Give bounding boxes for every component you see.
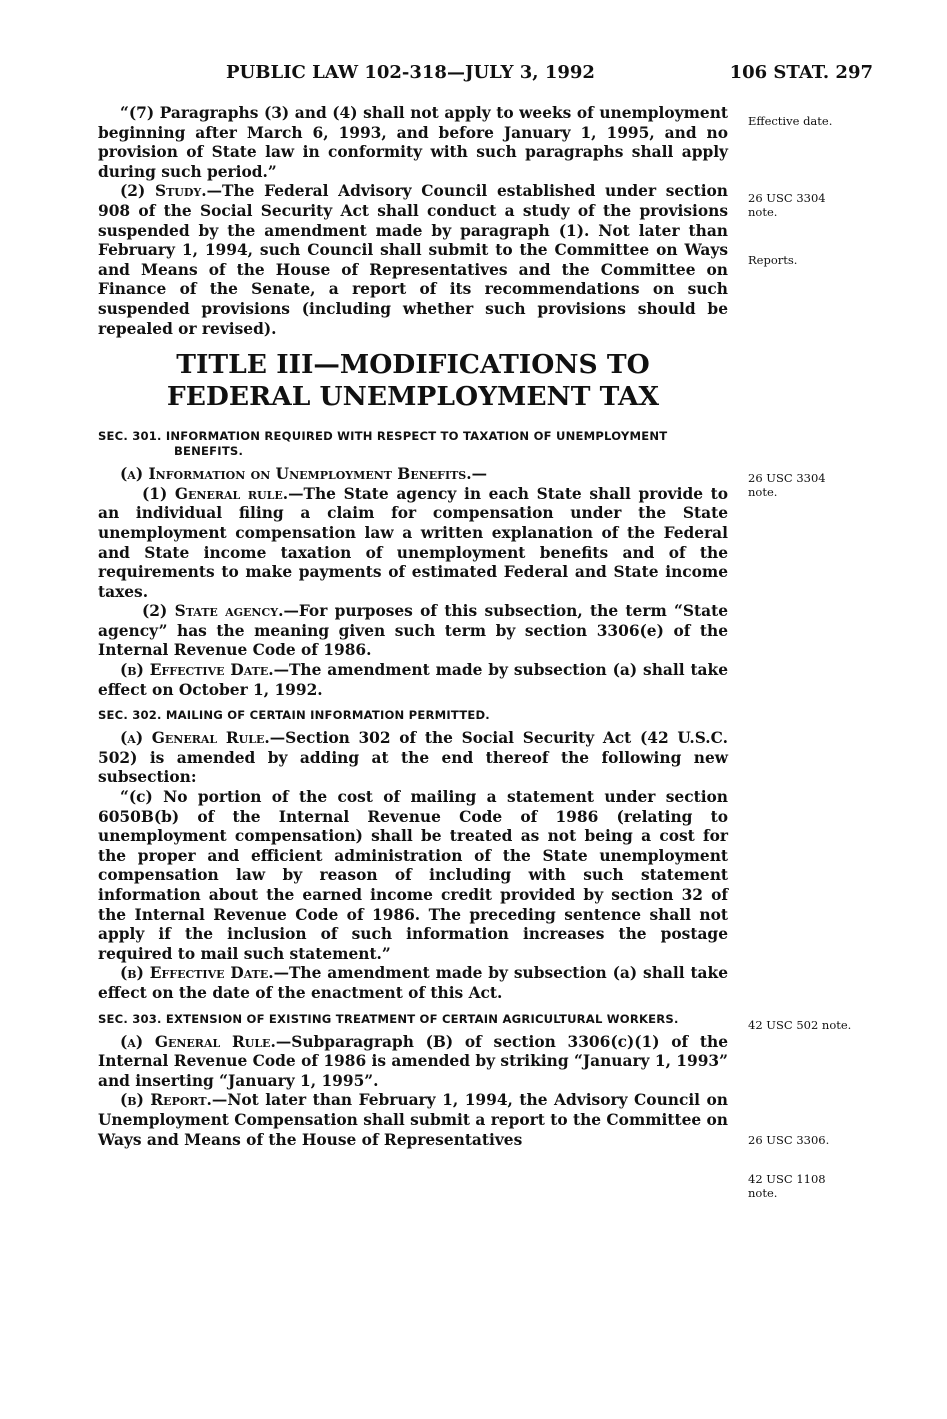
sec-301-a1-text: —The State agency in each State shall provide to an individual filing a claim for compensation under the State unemployment compensation law a written explanation of the Federal and State income taxation of unemployment benefits and of the requirements to make payments of estimated Federal and State income taxes. <box>98 484 729 601</box>
sec-301-a2 <box>98 602 728 661</box>
document-body <box>98 104 728 1150</box>
margin-note-effective-date: Effective date. <box>748 114 833 128</box>
sec-301-a-label: (a) Information on Unemployment Benefits. <box>120 465 472 484</box>
margin-note-26-usc-3304-b: 26 USC 3304 note. <box>748 471 826 499</box>
sec-303-a-text: —Subparagraph (B) of section 3306(c)(1) of the Internal Revenue Code of 1986 is amended by striking “January 1, 1993” and inserting “January 1, 1995”. <box>98 1032 728 1090</box>
sec-301-a2-label: (2) State agency. <box>142 602 284 621</box>
page-header <box>98 62 873 86</box>
title-iii-line1: TITLE III—MODIFICATIONS TO <box>176 349 650 381</box>
margin-note-reports: Reports. <box>748 253 798 267</box>
margin-note-42-usc-1108: 42 USC 1108 note. <box>748 1172 826 1200</box>
sec-301-b <box>98 661 728 700</box>
sec-302-a <box>98 729 728 788</box>
sec-301-a1-label: (1) General rule. <box>142 484 289 503</box>
stat-page-number: 106 STAT. 297 <box>729 62 873 83</box>
sec-302-b-text: —The amendment made by subsection (a) shall take effect on the date of the enactment of this Act. <box>98 964 728 1002</box>
sec-303-heading: SEC. 303. EXTENSION OF EXISTING TREATMENT OF CERTAIN AGRICULTURAL WORKERS. <box>98 1011 679 1026</box>
sec-302-c-quoted: “(c) No portion of the cost of mailing a statement under section 6050B(b) of the Internal Revenue Code of 1986 (relating to unemployment compensation) shall be treated as not being a cost for the proper and efficient administration of the State unemployment compensation law by reason of including with such statement information about the earned income credit provided by section 32 of the Internal Revenue Code of 1986. The preceding sentence shall not apply if the inclusion of such information increases the postage required to mail such statement.” <box>98 788 728 963</box>
public-law-title: PUBLIC LAW 102-318—JULY 3, 1992 <box>226 62 595 83</box>
sec-303-b <box>98 1091 728 1150</box>
sec-302-a-label: (a) General Rule. <box>120 729 270 748</box>
sec-301-a1 <box>98 485 728 603</box>
sec-301-a <box>98 465 728 485</box>
title-iii-heading <box>98 349 728 413</box>
margin-note-26-usc-3306: 26 USC 3306. <box>748 1133 830 1147</box>
study-label: (2) Study. <box>120 182 207 201</box>
sec-302-a-text: —Section 302 of the Social Security Act (42 U.S.C. 502) is amended by adding at the end thereof the following new subsection: <box>98 729 728 787</box>
sec-303-a-label: (a) General Rule. <box>120 1032 276 1051</box>
sec-302-heading: SEC. 302. MAILING OF CERTAIN INFORMATION PERMITTED. <box>98 708 490 723</box>
margin-note-26-usc-3304-a: 26 USC 3304 note. <box>748 191 826 219</box>
sec-303-b-label: (b) Report. <box>120 1091 212 1110</box>
margin-note-42-usc-502: 42 USC 502 note. <box>748 1018 852 1032</box>
study-text: —The Federal Advisory Council established under section 908 of the Social Security Act shall conduct a study of the provisions suspended by the amendment made by paragraph (1). Not later than February 1, 1994, such Council shall submit to the Committee on Ways and Means of the House of Representatives and the Committee on Finance of the Senate, a report of its recommendations on such suspended provisions (including whether such provisions should be repealed or revised). <box>98 182 728 338</box>
paragraph-study <box>98 182 728 339</box>
sec-301-a-text: — <box>471 465 487 484</box>
sec-301-b-text: —The amendment made by subsection (a) shall take effect on October 1, 1992. <box>98 661 728 699</box>
sec-301-b-label: (b) Effective Date. <box>120 661 274 680</box>
sec-303-b-text: —Not later than February 1, 1994, the Advisory Council on Unemployment Compensation shall submit a report to the Committee on Ways and Means of the House of Representatives <box>98 1091 729 1149</box>
sec-302-b <box>98 964 728 1003</box>
sec-303-a <box>98 1033 728 1092</box>
title-iii-line2: FEDERAL UNEMPLOYMENT TAX <box>166 381 660 413</box>
sec-302-b-label: (b) Effective Date. <box>120 964 274 983</box>
paragraph-7: “(7) Paragraphs (3) and (4) shall not apply to weeks of unemployment beginning after March 6, 1993, and before January 1, 1995, and no provision of State law in conformity with such paragraphs shall apply during such period.” <box>98 104 728 181</box>
sec-301-heading: SEC. 301. INFORMATION REQUIRED WITH RESPECT TO TAXATION OF UNEMPLOYMENT BENEFITS. <box>98 429 668 459</box>
sec-301-a2-text: —For purposes of this subsection, the term “State agency” has the meaning given such term by section 3306(e) of the Internal Revenue Code of 1986. <box>98 602 728 660</box>
